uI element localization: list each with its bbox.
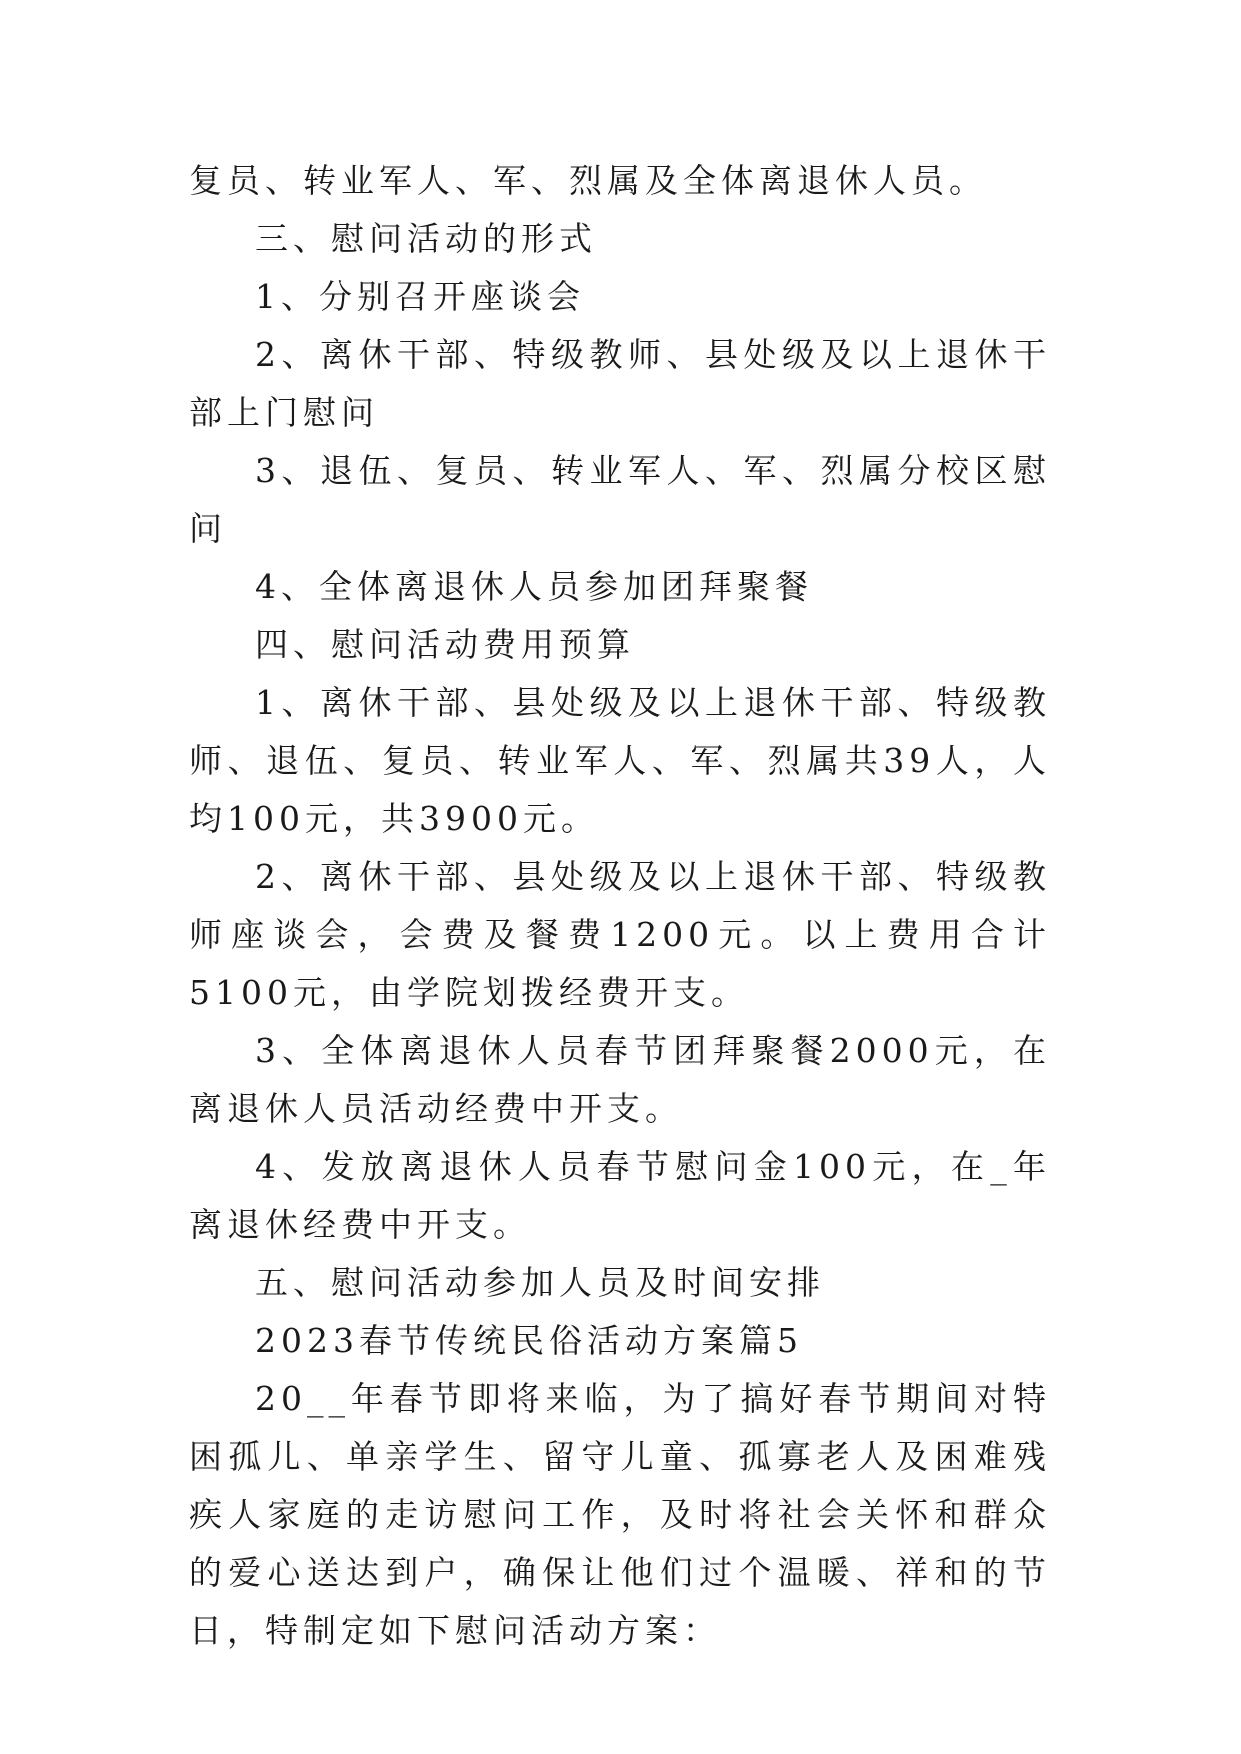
section-heading-4: 四、慰问活动费用预算 — [255, 625, 635, 664]
list-item: 3、退伍、复员、转业军人、军、烈属分校区慰问 — [189, 451, 1051, 548]
document-body — [189, 152, 1051, 1660]
list-item: 2、离休干部、特级教师、县处级及以上退休干部上门慰问 — [189, 335, 1051, 432]
article-title: 2023春节传统民俗活动方案篇5 — [255, 1321, 803, 1360]
paragraph-continuation: 复员、转业军人、军、烈属及全体离退休人员。 — [189, 161, 987, 200]
list-item: 1、分别召开座谈会 — [255, 277, 585, 316]
list-item: 1、离休干部、县处级及以上退休干部、特级教师、退伍、复员、转业军人、军、烈属共39人，人均100元，共3900元。 — [189, 683, 1051, 838]
list-item: 4、全体离退休人员参加团拜聚餐 — [255, 567, 813, 606]
section-heading-5: 五、慰问活动参加人员及时间安排 — [255, 1263, 825, 1302]
list-item: 3、全体离退休人员春节团拜聚餐2000元，在离退休人员活动经费中开支。 — [189, 1031, 1051, 1128]
section-heading-3: 三、慰问活动的形式 — [255, 219, 597, 258]
list-item: 2、离休干部、县处级及以上退休干部、特级教师座谈会，会费及餐费1200元。以上费用合计5100元，由学院划拨经费开支。 — [189, 857, 1051, 1012]
list-item: 4、发放离退休人员春节慰问金100元，在_年离退休经费中开支。 — [189, 1147, 1051, 1244]
body-paragraph: 20__年春节即将来临，为了搞好春节期间对特困孤儿、单亲学生、留守儿童、孤寡老人及困难残疾人家庭的走访慰问工作，及时将社会关怀和群众的爱心送达到户，确保让他们过个温暖、祥和的节日，特制定如下慰问活动方案： — [189, 1379, 1051, 1650]
